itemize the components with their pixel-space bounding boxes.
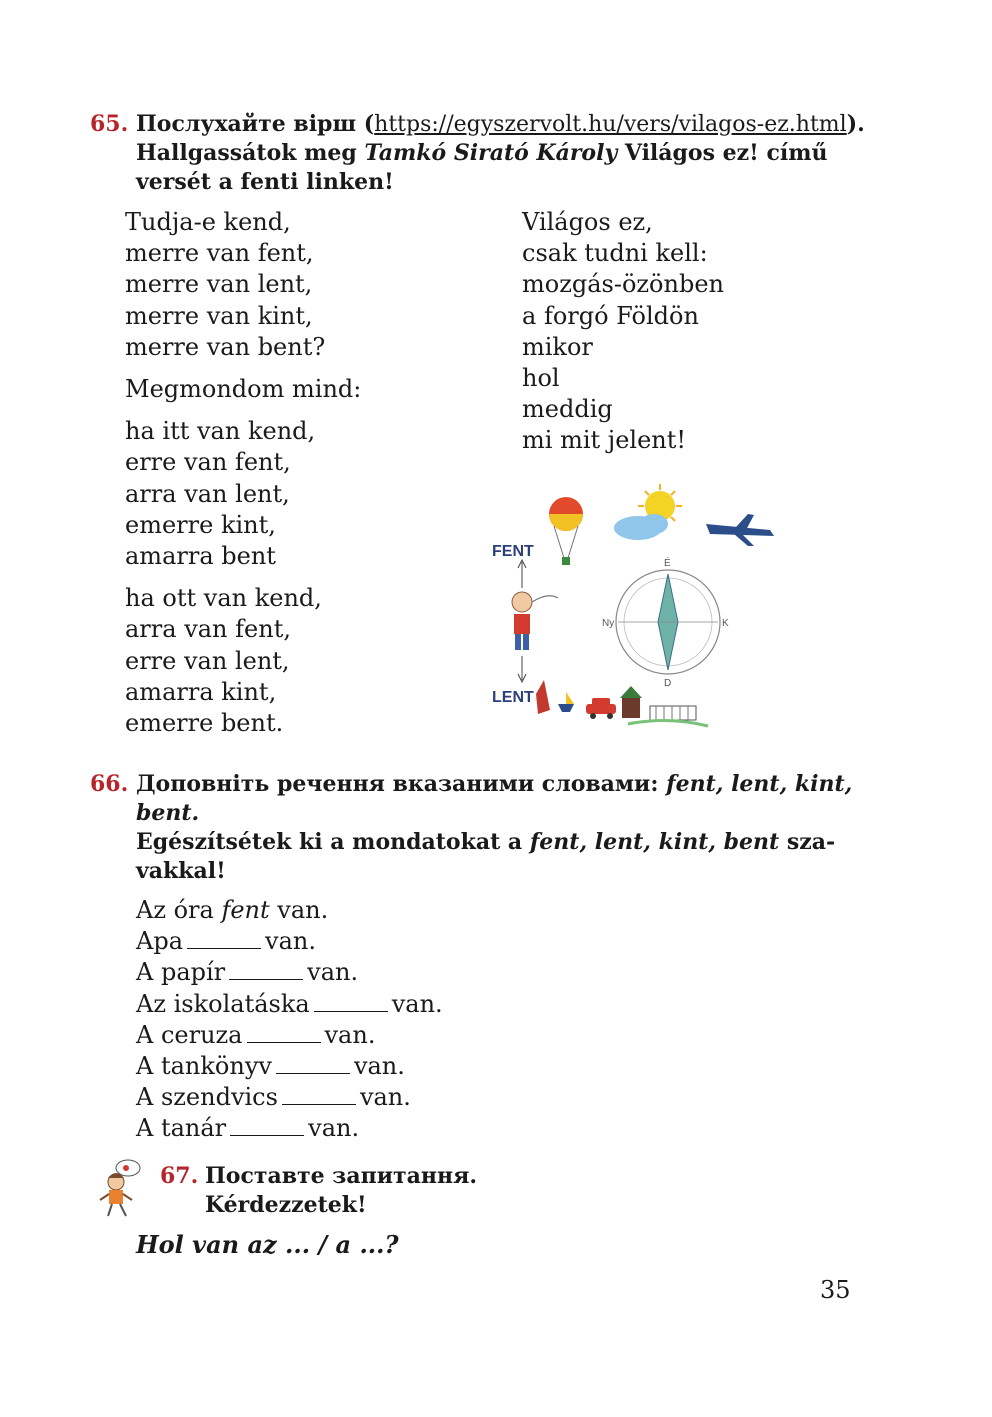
page-number: 35: [820, 1276, 851, 1304]
heading-text: Világos ez! című: [617, 140, 828, 166]
target-words: fent, lent, kint, bent: [529, 829, 780, 855]
blank-field[interactable]: [247, 1024, 321, 1043]
boy-figure-icon: [512, 592, 558, 650]
poem-line: csak tudni kell:: [522, 239, 708, 268]
blank-field[interactable]: [282, 1086, 356, 1105]
fent-lent-illustration: [478, 480, 788, 745]
blank-field[interactable]: [229, 961, 303, 980]
blank-field[interactable]: [276, 1055, 350, 1074]
poem-line: erre van lent,: [125, 646, 290, 675]
sentence-row: A tankönyv van.: [136, 1052, 405, 1081]
sentence-row: Az iskolatáska van.: [136, 989, 443, 1018]
heading-text: Поставте запитання.: [205, 1163, 478, 1189]
sun-cloud-icon: [614, 484, 682, 540]
heading-text: Hallgassátok meg: [136, 140, 365, 166]
compass-rose-icon: [602, 556, 729, 689]
lent-label: LENT: [492, 689, 534, 706]
compass-west: Ny: [602, 618, 615, 629]
poem-line: merre van bent?: [125, 332, 326, 361]
poem-line: emerre bent.: [125, 709, 284, 738]
sentence-row: A tanár van.: [136, 1114, 360, 1143]
sentence-row: Apa van.: [136, 927, 316, 956]
speaking-child-icon: [96, 1158, 146, 1220]
poem-line: ha itt van kend,: [125, 417, 316, 446]
sentence-row: A papír van.: [136, 958, 359, 987]
target-words: fent, lent, kint,: [666, 771, 853, 797]
poem-line: arra van fent,: [125, 615, 291, 644]
poem-line: Megmondom mind:: [125, 375, 362, 404]
poem-line: mozgás-özönben: [522, 270, 724, 299]
hot-air-balloon-icon: [549, 497, 583, 565]
exercise-66-number: 66.: [90, 771, 129, 797]
example-sentence: Az óra fent van.: [136, 896, 329, 924]
poem-right-column: [522, 207, 724, 457]
ground-objects-icon: [536, 680, 708, 726]
poem-line: merre van lent,: [125, 270, 313, 299]
compass-south: D: [664, 678, 672, 689]
poem-line: a forgó Földön: [522, 301, 699, 330]
exercise-65-heading: [136, 110, 876, 197]
poem-line: mi mit jelent!: [522, 426, 687, 455]
heading-text: sza-: [779, 829, 836, 855]
poem-left-column: [125, 207, 361, 739]
exercise-65-number: 65.: [90, 111, 129, 137]
target-words: bent.: [136, 800, 200, 826]
heading-text: vakkal!: [136, 858, 226, 884]
airplane-icon: [706, 514, 774, 546]
poem-line: meddig: [522, 395, 613, 424]
poem-line: hol: [522, 364, 560, 393]
exercise-66-heading: [136, 770, 876, 886]
poem-line: emerre kint,: [125, 510, 276, 539]
poem-line: amarra bent: [125, 542, 276, 571]
heading-text: Послухайте вірш (: [136, 111, 375, 137]
blank-field[interactable]: [230, 1117, 304, 1136]
poem-line: mikor: [522, 332, 593, 361]
poem-link[interactable]: https://egyszervolt.hu/vers/vilagos-ez.html: [374, 112, 847, 137]
poem-line: amarra kint,: [125, 677, 277, 706]
author-name: Tamkó Sirató Károly: [364, 140, 618, 166]
fill-in-sentences: [136, 895, 443, 1145]
poem-line: ha ott van kend,: [125, 584, 322, 613]
compass-east: K: [722, 618, 729, 629]
fent-label: FENT: [492, 543, 534, 560]
poem-line: erre van fent,: [125, 448, 291, 477]
exercise-67-number: 67.: [160, 1163, 199, 1189]
compass-north: É: [664, 558, 671, 569]
sentence-row: A ceruza van.: [136, 1020, 376, 1049]
sentence-row: A szendvics van.: [136, 1083, 411, 1112]
heading-text: Доповніть речення вказаними словами:: [136, 771, 667, 797]
poem-line: Tudja-e kend,: [125, 208, 291, 236]
question-pattern: Hol van az ... / a ...?: [136, 1230, 399, 1259]
poem-line: Világos ez,: [522, 208, 653, 236]
poem-line: arra van lent,: [125, 479, 290, 508]
exercise-67-heading: [205, 1162, 805, 1220]
heading-text: versét a fenti linken!: [136, 169, 394, 195]
poem-line: merre van kint,: [125, 301, 313, 330]
heading-text: Kérdezzetek!: [205, 1192, 367, 1218]
blank-field[interactable]: [314, 993, 388, 1012]
heading-text: Egészítsétek ki a mondatokat a: [136, 829, 530, 855]
heading-text: ).: [846, 111, 865, 137]
poem-line: merre van fent,: [125, 239, 314, 268]
blank-field[interactable]: [187, 930, 261, 949]
